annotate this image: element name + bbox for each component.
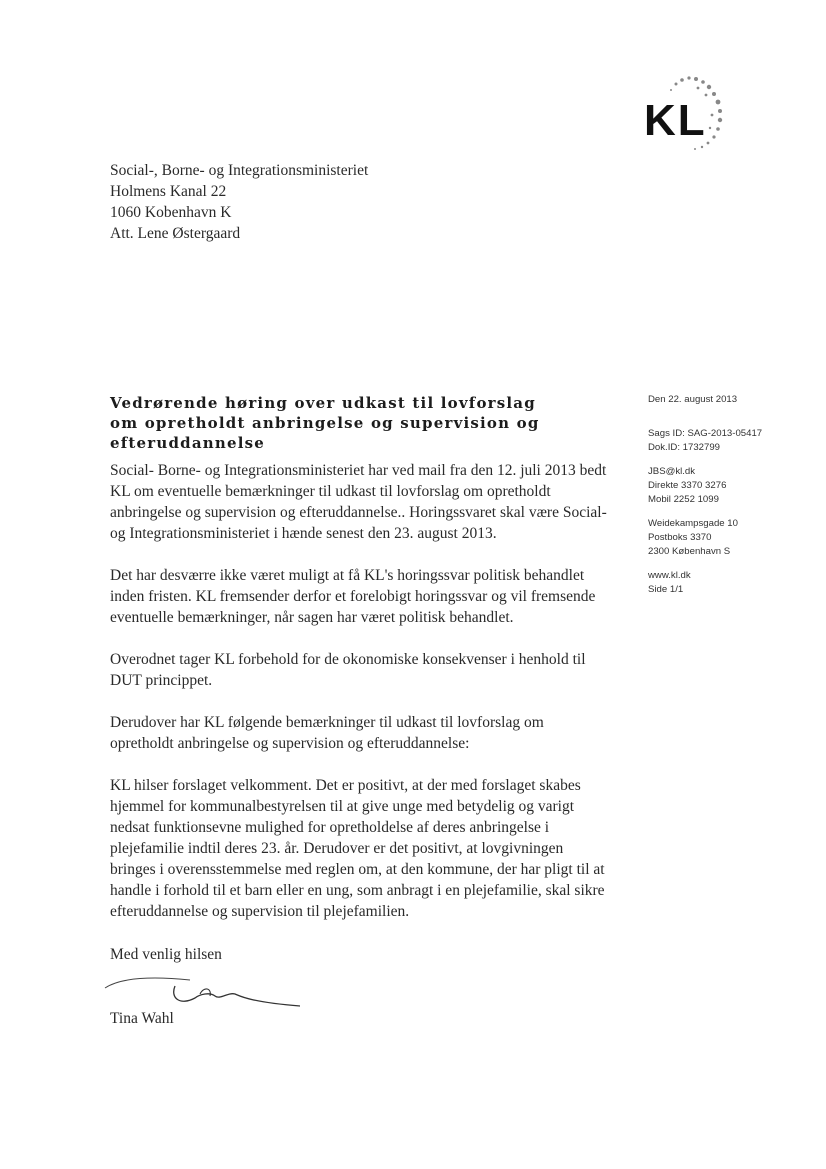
body-paragraph: Social- Borne- og Integrationsministeriet har ved mail fra den 12. juli 2013 bedt KL om eventuelle bemærkninger til udkast til lovforslag om opretholdt anbringelse og supervision og efteruddannelse.. Horingssvaret skal være Social- og Integrationsministeriet i hænde senest den 23. august 2013. <box>110 462 607 542</box>
sags-id: Sags ID: SAG-2013-05417 <box>648 428 763 439</box>
closing-salutation: Med venlig hilsen <box>110 946 222 963</box>
sender-mobile: Mobil 2252 1099 <box>648 494 719 505</box>
sender-street: Weidekampsgade 10 <box>648 518 738 529</box>
sender-email: JBS@kl.dk <box>648 466 696 477</box>
recipient-line: Holmens Kanal 22 <box>110 183 227 200</box>
sender-website: www.kl.dk <box>648 570 691 581</box>
letter-subject: Vedrørende høring over udkast til lovforslag om opretholdt anbringelse og supervision og efteruddannelse <box>110 394 540 452</box>
letter-date: Den 22. august 2013 <box>648 394 738 405</box>
sender-city: 2300 København S <box>648 546 731 557</box>
kl-logo <box>636 70 736 160</box>
signature-icon <box>100 968 300 1013</box>
sender-info <box>648 393 762 597</box>
body-paragraph: Det har desværre ikke været muligt at få KL's horingssvar politisk behandlet inden fristen. KL fremsender derfor et forelobigt horingssvar og vil fremsende eventuelle bemærkninger, når sagen har været politisk behandlet. <box>110 567 596 626</box>
signer-name: Tina Wahl <box>110 1010 174 1027</box>
recipient-line: 1060 Kobenhavn K <box>110 204 232 221</box>
logo-text: KL <box>644 96 707 145</box>
body-paragraph: KL hilser forslaget velkomment. Det er positivt, at der med forslaget skabes hjemmel for kommunalbestyrelsen til at give unge med betydelig og varigt nedsat funktionsevne mulighed for opretholdelse af deres anbringelse i plejefamilie indtil deres 23. år. Derudover er det positivt, at lovgivningen bringes i overensstemmelse med reglen om, at den kommune, der har pligt til at handle i forhold til et barn eller en ung, som anbragt i en plejefamilie, skal sikre efteruddannelse og supervision til plejefamilien. <box>110 777 605 920</box>
sender-postbox: Postboks 3370 <box>648 532 712 543</box>
recipient-line: Social-, Borne- og Integrationsministeriet <box>110 162 369 179</box>
dok-id: Dok.ID: 1732799 <box>648 442 720 453</box>
recipient-line: Att. Lene Østergaard <box>110 225 241 242</box>
body-paragraph: Derudover har KL følgende bemærkninger til udkast til lovforslag om opretholdt anbringelse og supervision og efteruddannelse: <box>110 714 544 752</box>
body-paragraph: Overodnet tager KL forbehold for de okonomiske konsekvenser i henhold til DUT princippet. <box>110 651 586 689</box>
sender-direct-phone: Direkte 3370 3276 <box>648 480 727 491</box>
recipient-address <box>110 160 368 244</box>
page-number: Side 1/1 <box>648 584 684 595</box>
letter-body <box>110 460 610 943</box>
